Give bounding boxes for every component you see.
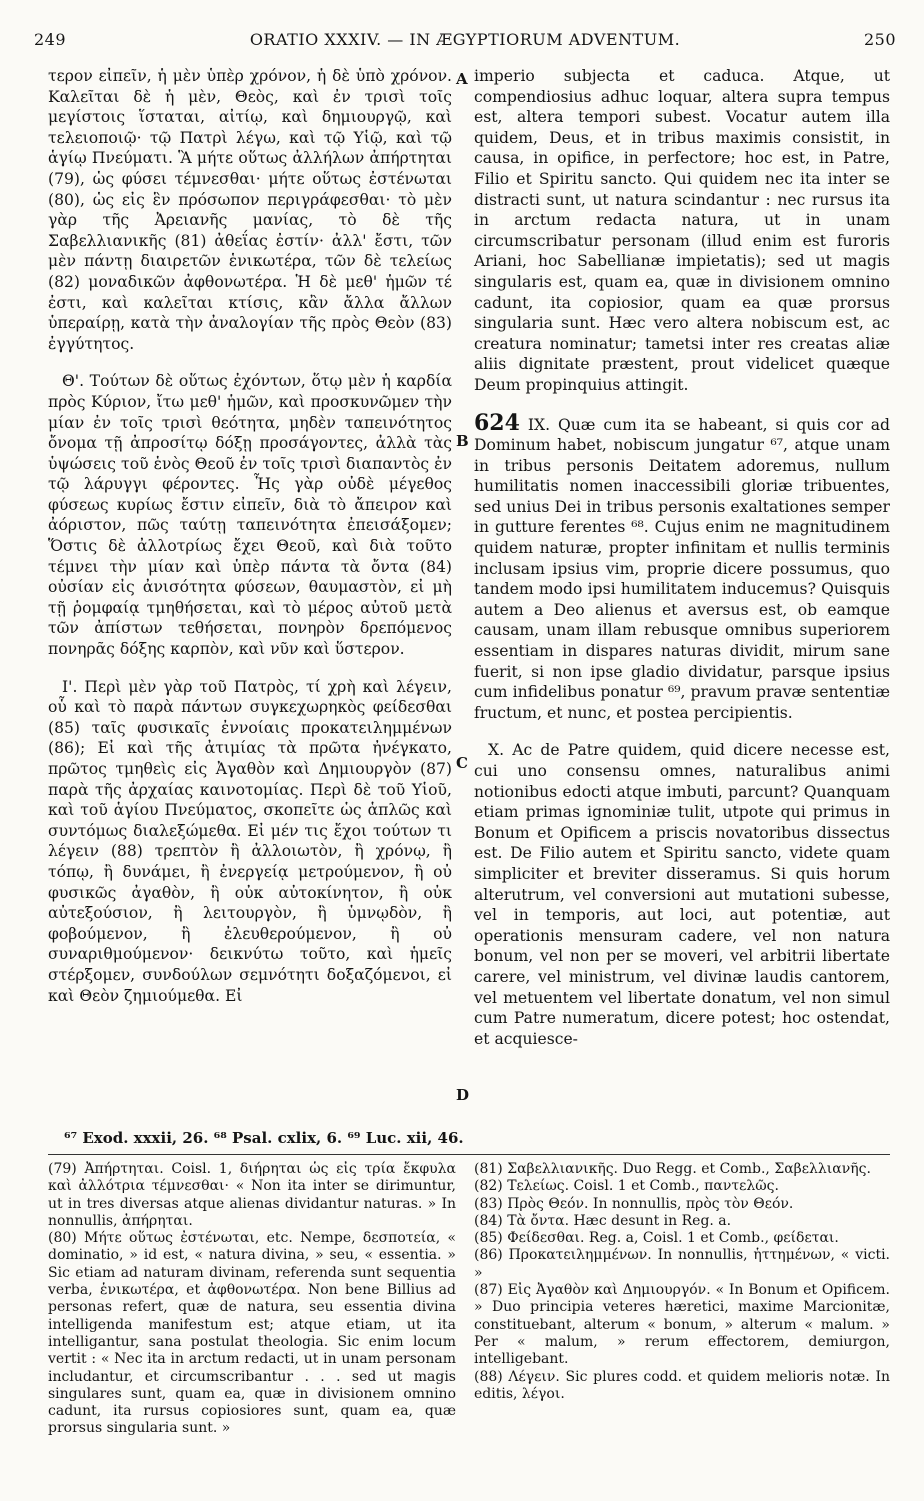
footnote-divider [48, 1154, 890, 1155]
latin-column [474, 66, 890, 1049]
notes-left [48, 1161, 456, 1438]
note-87: (87) Εἰς Ἀγαθὸν καὶ Δημιουργόν. « In Bonum et Opificem. » Duo principia veteres hæretici, maxime Marcionitæ, constituebant, alterum « bonum, » alterum « malum. » Per « malum, » rerum effectorem, demiurgon, intelligebant. [474, 1282, 890, 1368]
scripture-citations: ⁶⁷ Exod. xxxii, 26. ⁶⁸ Psal. cxlix, 6. ⁶⁹ Luc. xii, 46. [64, 1129, 464, 1147]
note-88: (88) Λέγειν. Sic plures codd. et quidem melioris notæ. In editis, λέγοι. [474, 1368, 890, 1402]
greek-paragraph-3: Ι'. Περὶ μὲν γὰρ τοῦ Πατρὸς, τί χρὴ καὶ λέγειν, οὗ καὶ τὸ παρὰ πάντων συγκεχωρηκὸς φείδεσθαι (85) ταῖς φυσικαῖς ἐννοίαις προκατειλημμένων (86); Εἰ καὶ τῆς ἀτιμίας τὰ πρῶτα ἠνέγκατο, πρῶτος τμηθεὶς εἰς Ἀγαθὸν καὶ Δημιουργὸν (87) παρὰ τῆς ἀρχαίας καινοτομίας. Περὶ δὲ τοῦ Υἱοῦ, καὶ τοῦ ἁγίου Πνεύματος, σκοπεῖτε ὡς ἁπλῶς καὶ συντόμως διαλεξώμεθα. Εἰ μέν τις ἔχοι τούτων τι λέγειν (88) τρεπτὸν ἢ ἀλλοιωτὸν, ἢ χρόνῳ, ἢ τόπῳ, ἢ δυνάμει, ἢ ἐνεργείᾳ μετρούμενον, ἢ οὐ φυσικῶς ἀγαθὸν, ἢ οὐκ αὐτοκίνητον, ἢ οὐκ αὐτεξούσιον, ἢ λειτουργὸν, ἢ ὑμνῳδὸν, ἢ φοβούμενον, ἢ ἐλευθερούμενον, ἢ οὐ συναριθμούμενον· δεικνύτω τοῦτο, καὶ ἡμεῖς στέρξομεν, συνδούλων σεμνότητι δοξαζόμενοι, εἰ καὶ Θεὸν ζημιούμεθα. Εἰ [48, 677, 452, 1005]
note-84: (84) Τὰ ὄντα. Hæc desunt in Reg. a. [474, 1212, 732, 1229]
greek-column [48, 66, 452, 1006]
note-85: (85) Φείδεσθαι. Reg. a, Coisl. 1 et Comb., φείδεται. [474, 1230, 839, 1247]
latin-paragraph-2: IX. Quæ cum ita se habeant, si quis cor ad Dominum habet, nobiscum jungatur ⁶⁷, atque unam in tribus personis Deitatem adoremus, nullum humilitatis nomen inaccessibili gloriæ tribuentes, sed unius Dei in tribus personis exaltationes semper in gutture ferentes ⁶⁸. Cujus enim ne magnitudinem quidem naturæ, propter infinitam et nullis terminis inclusam ipsius vim, proprie dicere possumus, quo tandem modo ipsi humilitatem inducemus? Quisquis autem a Deo alienus et aversus est, ob eamque causam, unam illam rebusque omnibus superiorem essentiam in dispares naturas dividit, mirum sane fuerit, si non ipse gladio dividatur, parsque ipsius cum infidelibus ponatur ⁶⁹, pravum pravæ sententiæ fructum, et nunc, et postea percipientis. [474, 415, 890, 722]
section-marker-a: A [456, 70, 468, 88]
greek-paragraph-2: Θ'. Τούτων δὲ οὕτως ἐχόντων, ὅτῳ μὲν ἡ καρδία πρὸς Κύριον, ἴτω μεθ' ἡμῶν, καὶ προσκυνῶμεν τὴν μίαν ἐν τοῖς τρισὶ θεότητα, μηδὲν ταπεινότητος ὄνομα τῇ ἀπροσίτῳ δόξῃ προσάγοντες, ἀλλὰ τὰς ὑψώσεις τοῦ ἑνὸς Θεοῦ ἐν τοῖς τρισὶ διαπαντὸς ἐν τῷ λάρυγγι φέροντες. Ἧς γὰρ οὐδὲ μέγεθος φύσεως κυρίως ἔστιν εἰπεῖν, διὰ τὸ ἄπειρον καὶ ἀόριστον, πῶς ταύτῃ ταπεινότητα ἐπεισάξομεν; Ὅστις δὲ ἀλλοτρίως ἔχει Θεοῦ, καὶ διὰ τοῦτο τέμνει τὴν μίαν καὶ ὑπὲρ πάντα τὰ ὄντα (84) οὐσίαν εἰς ἀνισότητα φύσεων, θαυμαστὸν, εἰ μὴ τῇ ῥομφαίᾳ τμηθήσεται, καὶ τὸ μέρος αὐτοῦ μετὰ τῶν ἀπίστων τεθήσεται, πονηρὸν δρεπόμενος πονηρᾶς δόξης καρπὸν, καὶ νῦν καὶ ὕστερον. [48, 372, 452, 659]
running-title: ORATIO XXXIV. — IN ÆGYPTIORUM ADVENTUM. [249, 30, 681, 49]
note-83: (83) Πρὸς Θεόν. In nonnullis, πρὸς τὸν Θεόν. [474, 1195, 794, 1212]
section-marker-d: D [456, 1086, 470, 1104]
section-marker-c: C [456, 754, 468, 772]
note-86: (86) Προκατειλημμένων. In nonnullis, ἡττημένων, « victi. » [474, 1247, 890, 1281]
page-number-right: 250 [863, 30, 896, 49]
note-81: (81) Σαβελλιανικῆς. Duo Regg. et Comb., Σαβελλιανῆς. [474, 1161, 871, 1177]
latin-paragraph-3: X. Ac de Patre quidem, quid dicere necesse est, cui uno consensu omnes, naturalibus animi notionibus edocti atque imbuti, parcunt? Quanquam etiam primas ignominiæ tulit, utpote qui primus in Bonum et Opificem a priscis novatoribus dissectus est. De Filio autem et Spiritu sancto, videte quam simpliciter et breviter disseramus. Si quis horum alterutrum, vel conversioni aut mutationi subesse, vel in temporis, aut loci, aut potentiæ, aut operationis mensuram cadere, vel non natura bonum, vel non per se moveri, vel arbitrii libertate carere, vel ministrum, vel divinæ laudis cantorem, vel metuentem vel libertate donatum, vel non simul cum Patre numeratum, dicere potest; hoc ostendat, et acquiesce- [474, 741, 890, 1048]
note-79: (79) Ἀπήρτηται. Coisl. 1, διήρηται ὡς εἰς τρία ἔκφυλα καὶ ἀλλότρια τέμνεσθαι· « Non ita inter se dirimuntur, ut in tres diversas atque alienas dividantur naturas. » In nonnullis, ἀπήρηται. [48, 1161, 456, 1229]
page-number-left: 249 [34, 30, 67, 49]
running-header [34, 30, 896, 56]
latin-paragraph-1: imperio subjecta et caduca. Atque, ut compendiosius adhuc loquar, altera supra tempus est, altera tempori subest. Vocatur autem illa quidem, Deus, et in tribus maximis consistit, in causa, in opifice, in perfectore; hoc est, in Patre, Filio et Spiritu sancto. Qui quidem nec ita inter se distracti sunt, ut natura scindantur : nec rursus ita in arctum redacta natura, ut in unam circumscribatur personam (illud enim est furoris Ariani, hoc Sabellianæ impietatis); sed ut magis singularis est, quam ea, quæ in divisionem omnino cadunt, ita copiosior, quam ea quæ prorsus singularia sunt. Hæc vero altera nobiscum est, ac creatura nominatur; tametsi inter res creatas aliæ aliis dignitate præstent, prout videlicet quæque Deum propinquius attingit. [474, 67, 890, 394]
column-number: 624 [474, 409, 520, 436]
section-marker-b: B [456, 432, 469, 450]
greek-paragraph-1: τερον εἰπεῖν, ἡ μὲν ὑπὲρ χρόνον, ἡ δὲ ὑπὸ χρόνον. Καλεῖται δὲ ἡ μὲν, Θεὸς, καὶ ἐν τρισὶ τοῖς μεγίστοις ἵσταται, αἰτίῳ, καὶ δημιουργῷ, καὶ τελειοποιῷ· τῷ Πατρὶ λέγω, καὶ τῷ Υἱῷ, καὶ τῷ ἁγίῳ Πνεύματι. Ἃ μήτε οὕτως ἀλλήλων ἀπήρτηται (79), ὡς φύσει τέμνεσθαι· μήτε οὕτως ἐστένωται (80), ὡς εἰς ἓν πρόσωπον περιγράφεσθαι· τὸ μὲν γὰρ τῆς Ἀρειανῆς μανίας, τὸ δὲ τῆς Σαβελλιανικῆς (81) ἀθεΐας ἐστίν· ἀλλ' ἔστι, τῶν μὲν πάντῃ διαιρετῶν ἑνικωτέρα, τῶν δὲ τελείως (82) μοναδικῶν ἀφθονωτέρα. Ἡ δὲ μεθ' ἡμῶν τέ ἐστι, καὶ καλεῖται κτίσις, κἂν ἄλλα ἄλλων ὑπεραίρῃ, κατὰ τὴν ἀναλογίαν τῆς πρὸς Θεὸν (83) ἐγγύτητος. [48, 67, 452, 353]
note-80: (80) Μήτε οὕτως ἐστένωται, etc. Nempe, δεσποτεία, « dominatio, » id est, « natura divina, » seu, « essentia. » Sic etiam ad naturam divinam, referenda sunt sequentia verba, ἑνικωτέρα, et ἀφθονωτέρα. Non bene Billius ad personas refert, quæ de natura, seu essentia divina intelligenda manifestum est; atque etiam, ut ita intelligantur, sana postulat theologia. Sic enim locum vertit : « Nec ita in arctum redacti, ut in unam personam includantur, et circumscribantur . . . sed ut magis singulares sunt, quam ea, quæ in divisionem omnino cadunt, ita rursus copiosiores sunt, quam ea, quæ prorsus singularia sunt. » [48, 1230, 456, 1437]
notes-right [474, 1161, 890, 1403]
note-82: (82) Τελείως. Coisl. 1 et Comb., παντελῶς. [474, 1178, 779, 1195]
